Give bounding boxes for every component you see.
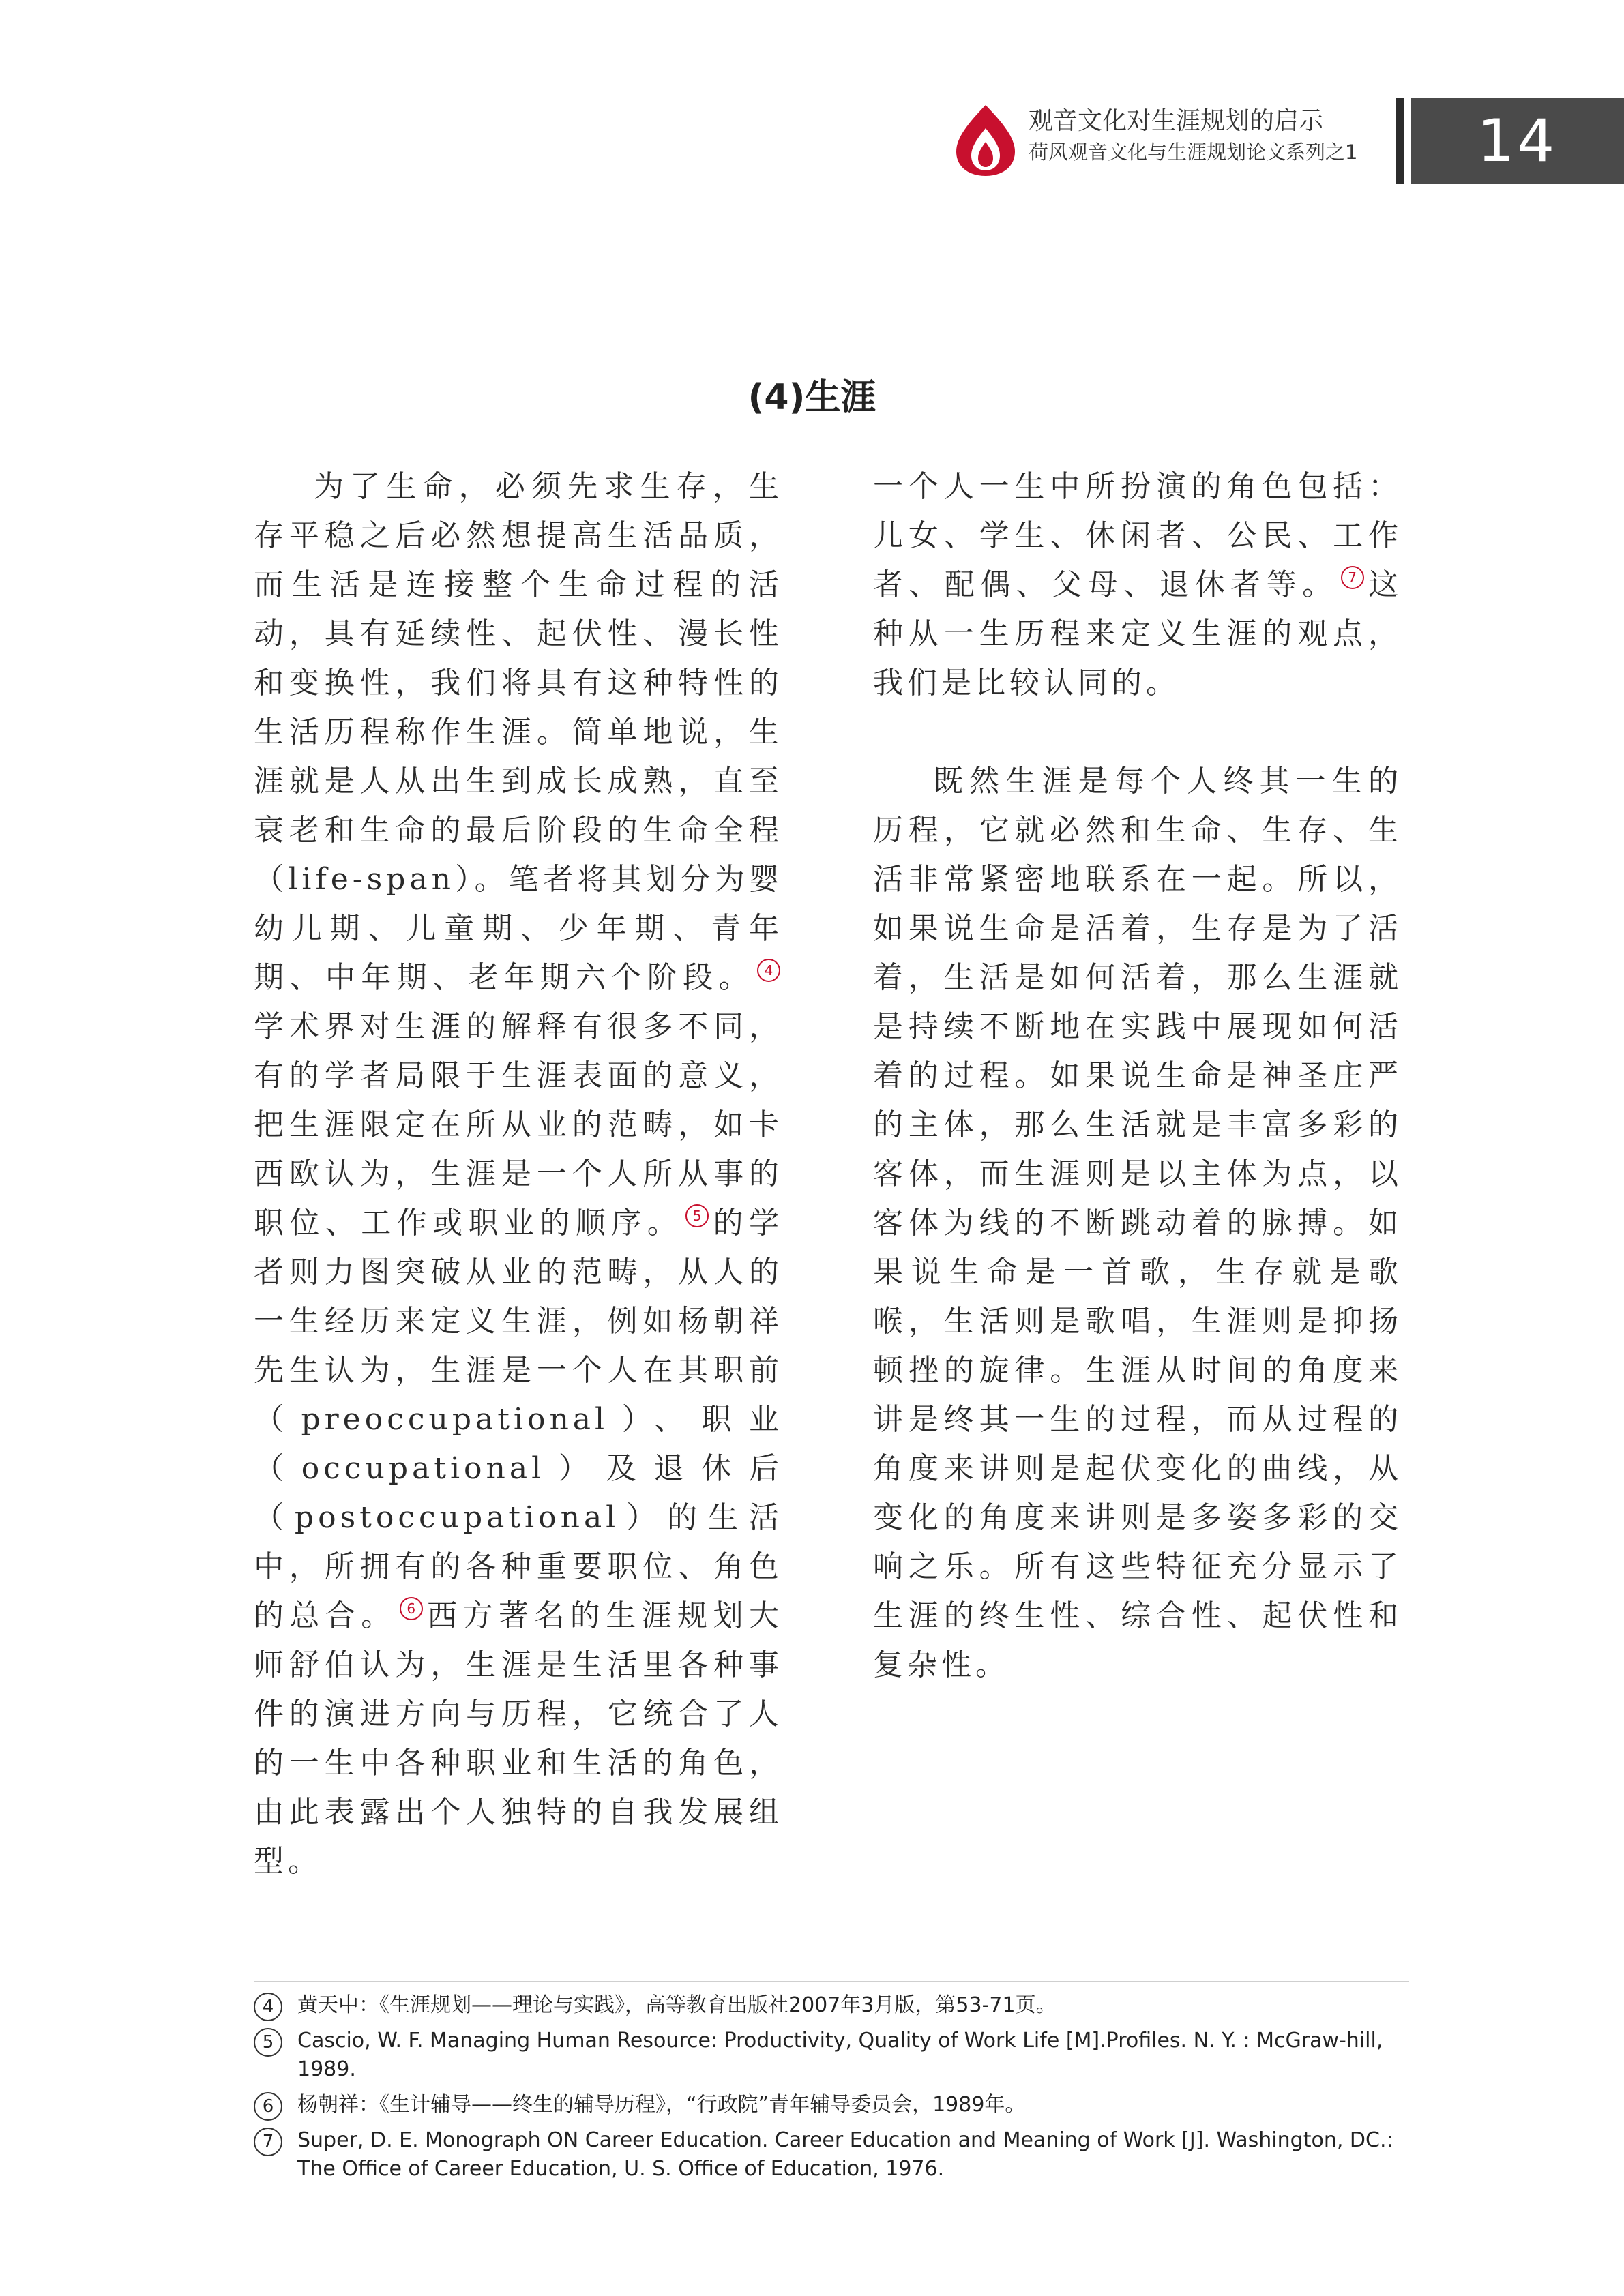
page-number: 14 [1411,98,1624,184]
footnote-item [254,2126,1413,2183]
header-divider [1396,98,1404,184]
page-header [955,95,1624,184]
footnote-divider [254,1981,1409,1982]
paragraph: 既然生涯是每个人终其一生的历程，它就必然和生命、生存、生活非常紧密地联系在一起。所以，如果说生命是活着，生存是为了活着，生活是如何活着，那么生涯就是持续不断地在实践中展现如何活着的过程。如果说生命是神圣庄严的主体，那么生活就是丰富多彩的客体，而生涯则是以主体为点，以客体为线的不断跳动着的脉搏。如果说生命是一首歌，生存就是歌喉，生活则是歌唱，生涯则是抑扬顿挫的旋律。生涯从时间的角度来讲是终其一生的过程，而从过程的角度来讲则是起伏变化的曲线，从变化的角度来讲则是多姿多彩的交响之乐。所有这些特征充分显示了生涯的终生性、综合性、起伏性和复杂性。 [873,764,1402,1682]
header-subtitle: 荷风观音文化与生涯规划论文系列之1 [1029,140,1358,164]
footnote-number: 5 [254,2028,282,2057]
paragraph-text: 为了生命，必须先求生存，生存平稳之后必然想提高生活品质，而生活是连接整个生命过程的活动，具有延续性、起伏性、漫长性和变换性，我们将具有这种特性的生活历程称作生涯。简单地说，生涯就是人从出生到成长成熟，直至衰老和生命的最后阶段的生命全程（life-span）。笔者将其划分为婴幼儿期、儿童期、少年期、青年期、中年期、老年期六个阶段。 [254,469,783,995]
paragraph-text: 学术界对生涯的解释有很多不同，有的学者局限于生涯表面的意义，把生涯限定在所从业的范畴，如卡西欧认为，生涯是一个人所从事的职位、工作或职业的顺序。 [254,1009,783,1240]
paragraph-text: 的学者则力图突破从业的范畴，从人的一生经历来定义生涯，例如杨朝祥先生认为，生涯是一个人在其职前（preoccupational）、职业（occupational）及退休后（postoccupational）的生活中，所拥有的各种重要职位、角色的总合。 [254,1206,784,1633]
paragraph [873,462,1402,708]
header-title: 观音文化对生涯规划的启示 [1029,107,1324,135]
flame-lotus-logo-icon [955,102,1016,177]
footnote-item [254,1991,1413,2020]
footnote-ref-6[interactable]: 6 [400,1597,423,1620]
footnote-text: 黄天中：《生涯规划——理论与实践》，高等教育出版社2007年3月版，第53-71页。 [297,1993,1057,2017]
left-column [254,462,783,1886]
paragraph [254,462,783,1886]
footnote-number: 6 [254,2092,282,2121]
header-text [1029,105,1357,166]
footnote-item [254,2027,1413,2084]
paragraph-text: 西方著名的生涯规划大师舒伯认为，生涯是生活里各种事件的演进方向与历程，它统合了人的一生中各种职业和生活的角色，由此表露出个人独特的自我发展组型。 [254,1598,784,1879]
paragraph-text: 这种从一生历程来定义生涯的观点，我们是比较认同的。 [873,567,1403,700]
footnote-text: Super, D. E. Monograph ON Career Education. Career Education and Meaning of Work [J]. Washington, DC.: The Office of Career Education, U. S. Office of Education, 1976. [297,2128,1393,2181]
section-heading: (4)生涯 [748,377,876,418]
footnote-item [254,2091,1413,2119]
footnote-ref-4[interactable]: 4 [757,959,780,982]
footnote-text: Cascio, W. F. Managing Human Resource: Productivity, Quality of Work Life [M].Profiles. N. Y. : McGraw-hill, 1989. [297,2029,1383,2081]
right-column [873,462,1402,1690]
footnote-number: 4 [254,1993,282,2021]
paragraph-gap [873,708,1402,757]
footnote-ref-5[interactable]: 5 [685,1204,709,1227]
footnote-number: 7 [254,2128,282,2156]
footnotes [254,1991,1413,2190]
footnote-ref-7[interactable]: 7 [1341,566,1364,589]
paragraph-text: 一个人一生中所扮演的角色包括：儿女、学生、休闲者、公民、工作者、配偶、父母、退休者等。 [873,469,1402,602]
footnote-text: 杨朝祥：《生计辅导——终生的辅导历程》，“行政院”青年辅导委员会，1989年。 [297,2093,1026,2117]
